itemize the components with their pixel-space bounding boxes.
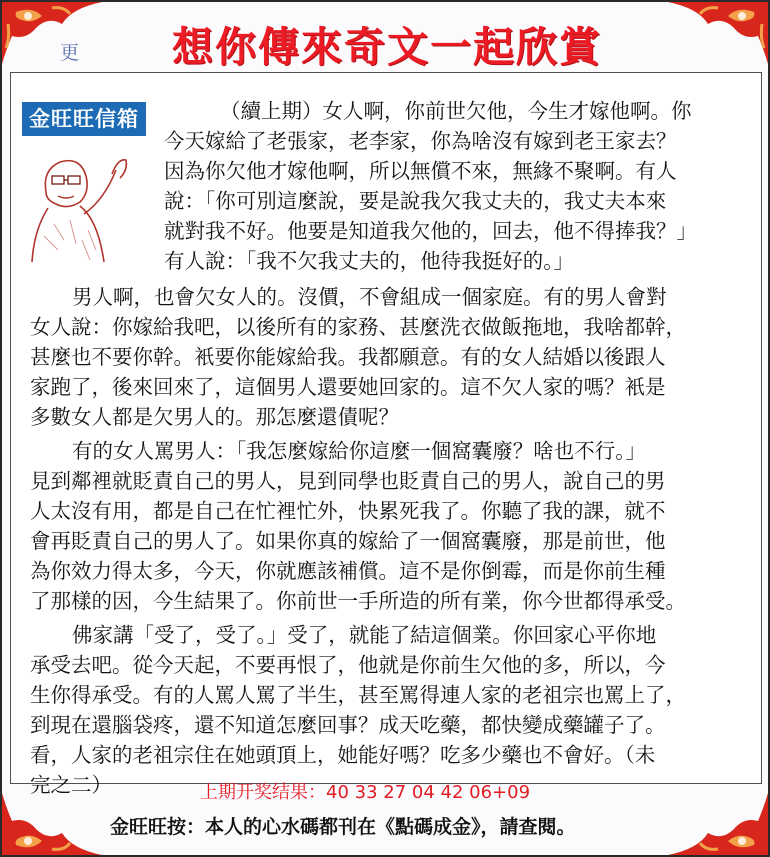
article-line: 今天嫁給了老張家，老李家，你為啥沒有嫁到老王家去？ xyxy=(164,129,677,153)
article-line: 就對我不好。他要是知道我欠他的，回去，他不得捧我？」 xyxy=(164,219,697,243)
article-line: 了那樣的因，今生結果了。你前世一手所造的所有業，你今世都得承受。 xyxy=(30,589,686,613)
title-decorative-char: 更 xyxy=(60,42,80,64)
article-line: 女人說：你嫁給我吧，以後所有的家務、甚麼洗衣做飯拖地，我啥都幹， xyxy=(30,315,686,339)
article-line: 見到鄰裡就貶責自己的男人，見到同學也貶責自己的男人，說自己的男 xyxy=(30,469,666,493)
article-line: 因為你欠他才嫁他啊，所以無償不來，無緣不聚啊。有人 xyxy=(164,159,677,183)
floral-corner-ornament-top-left xyxy=(2,2,102,64)
article-line: 看，人家的老祖宗住在她頭頂上，她能好嗎？吃多少藥也不會好。（未 xyxy=(30,743,656,767)
floral-corner-ornament-top-right xyxy=(668,2,768,64)
article-line: 完之二） xyxy=(30,773,112,797)
article-line: 有的女人罵男人：「我怎麼嫁給你這麼一個窩囊廢？啥也不行。」 xyxy=(72,439,646,463)
column-name-badge: 金旺旺信箱 xyxy=(22,102,146,136)
article-line: 說：「你可別這麼說，要是說我欠我丈夫的，我丈夫本來 xyxy=(164,189,667,213)
floral-corner-ornament-bottom-left xyxy=(2,793,102,855)
article-line: 到現在還腦袋疼，還不知道怎麼回事？成天吃藥，都快變成藥罐子了。 xyxy=(30,713,666,737)
article-line: 承受去吧。從今天起，不要再恨了，他就是你前生欠他的多，所以，今 xyxy=(30,653,666,677)
article-line: 有人說：「我不欠我丈夫的，他待我挺好的。」 xyxy=(164,249,574,273)
page-title: 想你傳來奇文一起欣賞 xyxy=(172,23,602,71)
article-line: 男人啊，也會欠女人的。沒價，不會組成一個家庭。有的男人會對 xyxy=(72,285,667,309)
article-line: 佛家講「受了，受了。」受了，就能了結這個業。你回家心平你地 xyxy=(72,623,657,647)
article-line: 生你得承受。有的人罵人罵了半生，甚至罵得連人家的老祖宗也罵上了， xyxy=(30,683,686,707)
author-note: 金旺旺按：本人的心水碼都刊在《點碼成金》，請查閱。 xyxy=(110,816,576,838)
article-line: 多數女人都是欠男人的。那怎麼還債呢？ xyxy=(30,405,399,429)
article-line: 人太沒有用，都是自己在忙裡忙外，快累死我了。你聽了我的課，就不 xyxy=(30,499,666,523)
article-line: 會再貶責自己的男人了。如果你真的嫁給了一個窩囊廢，那是前世，他 xyxy=(30,529,666,553)
article-line: 家跑了，後來回來了，這個男人還要她回家的。這不欠人家的嗎？衹是 xyxy=(30,375,666,399)
article-line: 甚麼也不要你幹。衹要你能嫁給我。我都願意。有的女人結婚以後跟人 xyxy=(30,345,666,369)
article-line: （續上期）女人啊，你前世欠他，今生才嫁他啊。你 xyxy=(220,99,692,123)
floral-corner-ornament-bottom-right xyxy=(668,793,768,855)
article-line: 為你效力得太多，今天，你就應該補償。這不是你倒霉，而是你前生種 xyxy=(30,559,666,583)
author-sketch-illustration xyxy=(24,140,146,264)
last-draw-result: 上期开奖结果：40 33 27 04 42 06+09 xyxy=(200,782,531,803)
